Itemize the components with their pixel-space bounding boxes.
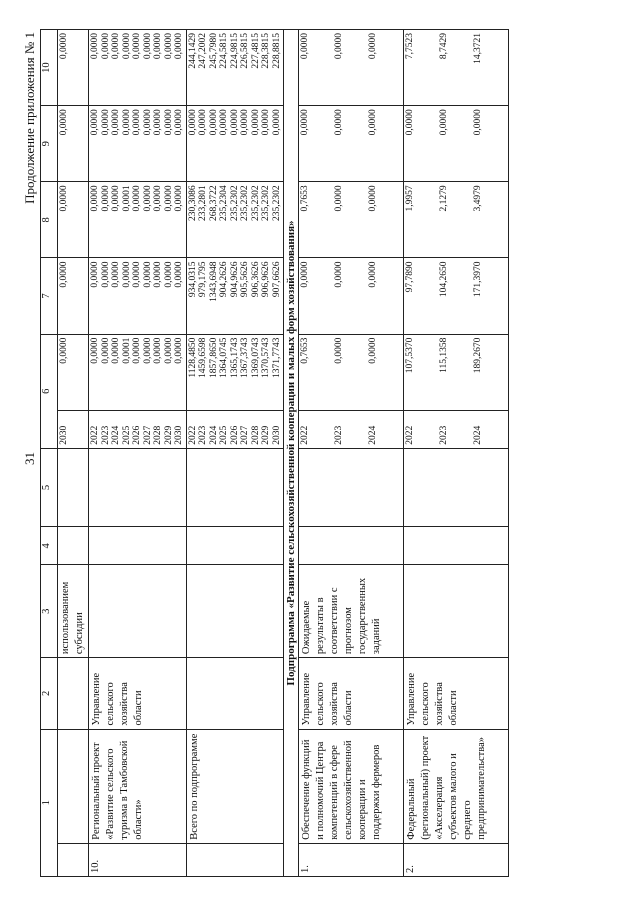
- subprogram-title: Подпрограмма «Развитие сельскохозяйственной кооперации и малых форм хозяйствования»: [284, 30, 299, 877]
- cell-value: 0,0000: [132, 109, 142, 136]
- cell-value: 0,0000: [198, 109, 208, 136]
- cell-value: 0,0000: [153, 109, 163, 136]
- cell-value: 2024: [208, 425, 219, 445]
- cell-value: 235,2302: [240, 185, 250, 221]
- cell-value: 228,8815: [271, 33, 282, 69]
- total-col7: [186, 258, 284, 334]
- carryover-v6: 0,0000: [59, 337, 69, 364]
- cell-value: 1367,3743: [240, 337, 250, 378]
- cell-value: 2026: [132, 425, 142, 445]
- table-row-10: [89, 30, 187, 877]
- cell-value: 2026: [229, 425, 240, 445]
- cell-value: 2022: [90, 425, 100, 445]
- cell-value: 2028: [153, 425, 163, 445]
- row1-years: 2022 2023 2024: [299, 410, 404, 448]
- cell-value: 2022: [187, 425, 198, 445]
- row1-col7: 0,0000 0,0000 0,0000: [299, 258, 404, 334]
- cell-value: 0,0000: [163, 33, 174, 60]
- cell-value: 0,0000: [121, 33, 132, 60]
- row1-col6: 0,7653 0,0000 0,0000: [299, 334, 404, 410]
- col-header-8: 8: [41, 182, 58, 258]
- cell-value: 245,7980: [208, 33, 219, 69]
- cell-value: 0,0000: [90, 109, 100, 136]
- cell-value: 0,0000: [121, 261, 132, 288]
- cell-value: 224,5815: [219, 33, 229, 69]
- cell-value: 0,0000: [174, 337, 184, 364]
- cell-value: 0,0000: [142, 109, 153, 136]
- cell-value: 0,0000: [163, 185, 174, 212]
- cell-value: 247,2002: [198, 33, 208, 69]
- row2-col7: 97,7890 104,2650 171,3970: [404, 258, 509, 334]
- cell-value: 2025: [121, 425, 132, 445]
- cell-value: 0,0000: [261, 109, 271, 136]
- col-header-2: 2: [41, 658, 58, 729]
- row-executor: Управление сельского хозяйства области: [89, 658, 187, 729]
- total-label: Всего по подпрограмме: [186, 729, 284, 843]
- table-row-1: [299, 30, 404, 877]
- continuation-label: Продолжение приложения № 1: [22, 32, 37, 204]
- cell-value: 1343,6948: [208, 261, 219, 302]
- carryover-year: 2030: [59, 425, 69, 445]
- cell-value: 1459,6598: [198, 337, 208, 378]
- page-number: 31: [22, 452, 37, 465]
- carryover-result: использованием субсидии: [58, 565, 89, 658]
- col-header-1: 1: [41, 729, 58, 876]
- cell-value: 0,0000: [90, 33, 100, 60]
- row-name: Обеспечение функций и полномочий Центра компетенций в сфере сельскохозяйственной кооперации и поддержки фермеров: [299, 729, 404, 843]
- row10-col10: [89, 30, 187, 106]
- col-header-4: 4: [41, 527, 58, 565]
- table-row-2: [404, 30, 509, 877]
- carryover-v8: 0,0000: [59, 185, 69, 212]
- row2-col8: 1,9957 2,1279 3,4979: [404, 182, 509, 258]
- cell-value: 0,0000: [174, 261, 184, 288]
- cell-value: 0,0000: [142, 261, 153, 288]
- cell-value: 2024: [111, 425, 121, 445]
- cell-value: 0,0001: [121, 337, 132, 364]
- cell-value: 227,4815: [250, 33, 261, 69]
- cell-value: 1365,1743: [229, 337, 240, 378]
- cell-value: 0,0000: [100, 33, 111, 60]
- cell-value: 0,0000: [174, 33, 184, 60]
- cell-value: 906,9626: [261, 261, 271, 298]
- row-result: Ожидаемые результаты в соответствии с прогнозом государственных заданий: [299, 565, 404, 658]
- cell-value: 226,5815: [240, 33, 250, 69]
- cell-value: 0,0000: [111, 109, 121, 136]
- row2-years: 2022 2023 2024: [404, 410, 509, 448]
- cell-value: 0,0000: [142, 185, 153, 212]
- cell-value: 0,0000: [100, 337, 111, 364]
- row10-col6: [89, 334, 187, 410]
- cell-value: 906,3626: [250, 261, 261, 298]
- cell-value: 2029: [163, 425, 174, 445]
- cell-value: 2029: [261, 425, 271, 445]
- cell-value: 2030: [271, 425, 282, 445]
- cell-value: 228,3815: [261, 33, 271, 69]
- table-row-total: [186, 30, 284, 877]
- row10-col9: [89, 106, 187, 182]
- cell-value: 0,0000: [100, 109, 111, 136]
- cell-value: 0,0000: [163, 337, 174, 364]
- cell-value: 235,2302: [261, 185, 271, 221]
- cell-value: 2023: [198, 425, 208, 445]
- row2-col10: 7,7523 8,7429 14,3721: [404, 30, 509, 106]
- cell-value: 1371,7743: [271, 337, 282, 378]
- cell-value: 0,0000: [142, 337, 153, 364]
- cell-value: 224,9815: [229, 33, 240, 69]
- cell-value: 235,2302: [250, 185, 261, 221]
- row-number: 10.: [89, 843, 187, 876]
- cell-value: 0,0001: [121, 185, 132, 212]
- cell-value: 0,0000: [132, 185, 142, 212]
- cell-value: 905,5626: [240, 261, 250, 298]
- row-executor: Управление сельского хозяйства области: [404, 658, 509, 729]
- cell-value: 0,0000: [100, 185, 111, 212]
- total-col10: [186, 30, 284, 106]
- row-name: Федеральный (региональный) проект «Акселерация субъектов малого и среднего предпринимательства»: [404, 729, 509, 843]
- cell-value: 0,0000: [90, 261, 100, 288]
- cell-value: 1364,0745: [219, 337, 229, 378]
- cell-value: 0,0000: [90, 337, 100, 364]
- cell-value: 0,0000: [229, 109, 240, 136]
- cell-value: 233,2801: [198, 185, 208, 221]
- cell-value: 235,2302: [271, 185, 282, 221]
- carryover-v9: 0,0000: [59, 109, 69, 136]
- col-header-9: 9: [41, 106, 58, 182]
- row-name: Региональный проект «Развитие сельского туризма в Тамбовской области»: [89, 729, 187, 843]
- cell-value: 1369,0743: [250, 337, 261, 378]
- row-number: 1.: [299, 843, 404, 876]
- cell-value: 0,0000: [163, 109, 174, 136]
- row10-col8: [89, 182, 187, 258]
- cell-value: 0,0000: [187, 109, 198, 136]
- cell-value: 0,0000: [219, 109, 229, 136]
- cell-value: 0,0000: [240, 109, 250, 136]
- row1-col9: 0,0000 0,0000 0,0000: [299, 106, 404, 182]
- col-header-3: 3: [41, 565, 58, 658]
- cell-value: 0,0000: [208, 109, 219, 136]
- header-row: [41, 30, 58, 877]
- total-col6: [186, 334, 284, 410]
- col-header-7: 7: [41, 258, 58, 334]
- cell-value: 2030: [174, 425, 184, 445]
- cell-value: 0,0000: [142, 33, 153, 60]
- cell-value: 0,0000: [250, 109, 261, 136]
- subprogram-title-row: [284, 30, 299, 877]
- cell-value: 2025: [219, 425, 229, 445]
- cell-value: 2023: [100, 425, 111, 445]
- cell-value: 235,2304: [219, 185, 229, 221]
- cell-value: 0,0000: [90, 185, 100, 212]
- budget-table: [40, 29, 509, 877]
- cell-value: 0,0000: [174, 185, 184, 212]
- cell-value: 934,0315: [187, 261, 198, 298]
- total-col8: [186, 182, 284, 258]
- row1-col8: 0,7653 0,0000 0,0000: [299, 182, 404, 258]
- cell-value: 904,9626: [229, 261, 240, 298]
- row2-col9: 0,0000 0,0000 0,0000: [404, 106, 509, 182]
- cell-value: 0,0000: [271, 109, 282, 136]
- col-header-6: 6: [41, 334, 58, 448]
- col-header-5: 5: [41, 448, 58, 527]
- cell-value: 0,0000: [153, 185, 163, 212]
- row10-years: [89, 410, 187, 448]
- cell-value: 230,3086: [187, 185, 198, 221]
- cell-value: 0,0000: [111, 185, 121, 212]
- cell-value: 0,0000: [153, 33, 163, 60]
- row-executor: Управление сельского хозяйства области: [299, 658, 404, 729]
- cell-value: 0,0000: [111, 33, 121, 60]
- cell-value: 1128,4850: [187, 337, 198, 378]
- cell-value: 1857,8650: [208, 337, 219, 378]
- cell-value: 907,6626: [271, 261, 282, 298]
- row1-col10: 0,0000 0,0000 0,0000: [299, 30, 404, 106]
- total-years: [186, 410, 284, 448]
- cell-value: 0,0000: [132, 337, 142, 364]
- cell-value: 244,1429: [187, 33, 198, 69]
- cell-value: 1370,5743: [261, 337, 271, 378]
- cell-value: 0,0000: [174, 109, 184, 136]
- carryover-row: [58, 30, 89, 877]
- total-col9: [186, 106, 284, 182]
- cell-value: 979,1795: [198, 261, 208, 298]
- cell-value: 0,0000: [153, 261, 163, 288]
- cell-value: 235,2302: [229, 185, 240, 221]
- cell-value: 0,0000: [111, 261, 121, 288]
- cell-value: 2027: [142, 425, 153, 445]
- cell-value: 0,0000: [121, 109, 132, 136]
- row-number: 2.: [404, 843, 509, 876]
- cell-value: 0,0000: [100, 261, 111, 288]
- cell-value: 0,0000: [132, 261, 142, 288]
- carryover-v7: 0,0000: [59, 261, 69, 288]
- cell-value: 2027: [240, 425, 250, 445]
- row10-col7: [89, 258, 187, 334]
- cell-value: 904,2626: [219, 261, 229, 298]
- row2-col6: 107,5370 115,1358 189,2670: [404, 334, 509, 410]
- cell-value: 2028: [250, 425, 261, 445]
- cell-value: 0,0000: [153, 337, 163, 364]
- cell-value: 0,0000: [132, 33, 142, 60]
- carryover-v10: 0,0000: [59, 33, 69, 60]
- cell-value: 268,3722: [208, 185, 219, 221]
- cell-value: 0,0000: [111, 337, 121, 364]
- col-header-10: 10: [41, 30, 58, 106]
- cell-value: 0,0000: [163, 261, 174, 288]
